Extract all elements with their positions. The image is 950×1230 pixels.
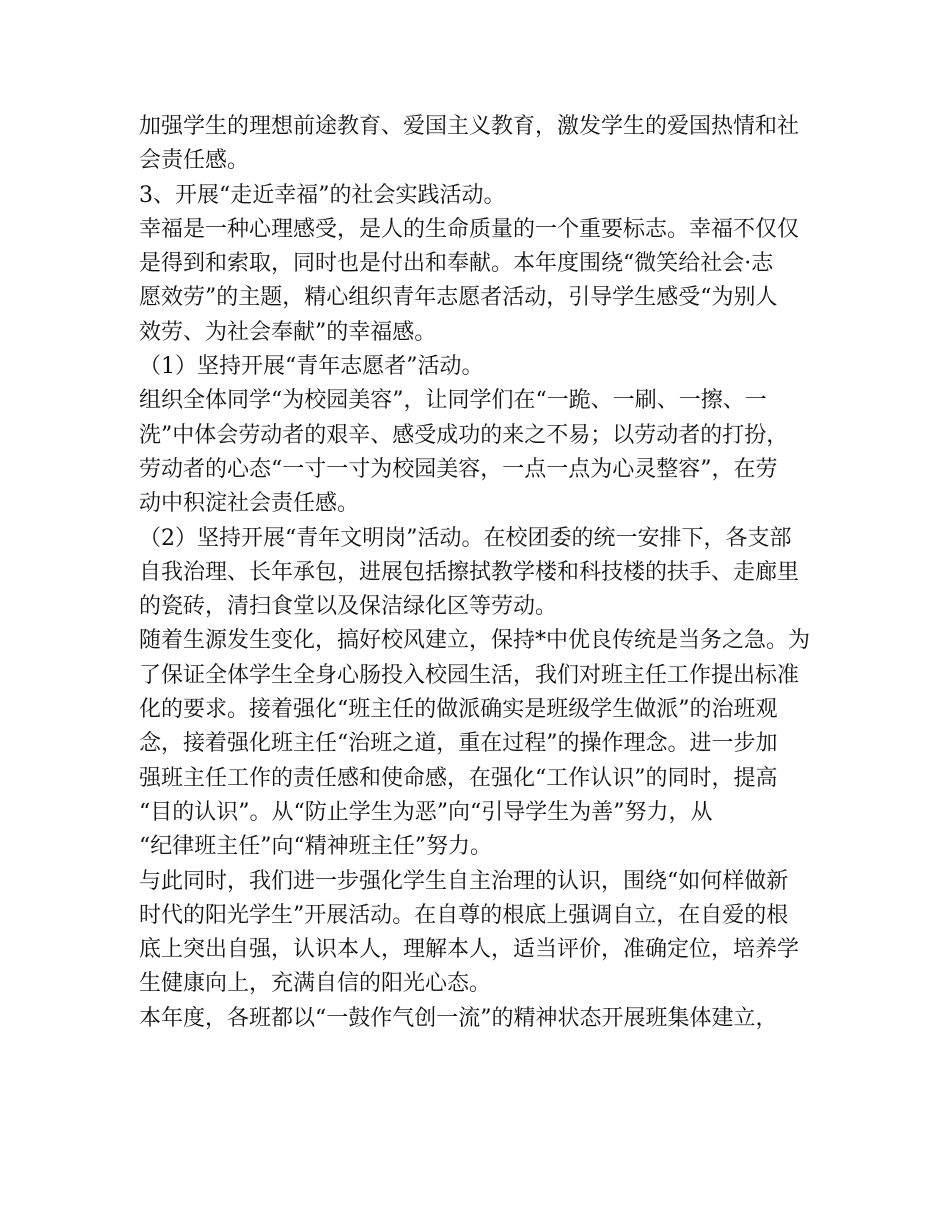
text-line-25: 底上突出自强，认识本人，理解本人，适当评价，准确定位，培养学: [139, 937, 800, 963]
text-line-18: 化的要求。接着强化“班主任的做派确实是班级学生做派”的治班观: [139, 697, 778, 723]
text-line-7: 效劳、为社会奉献”的幸福感。: [139, 319, 437, 345]
text-line-9: 组织全体同学“为校园美容”，让同学们在“一跪、一刷、一擦、一: [139, 388, 767, 414]
text-line-1: 加强学生的理想前途教育、爱国主义教育，激发学生的爱国热情和社: [139, 114, 800, 139]
text-line-27: 本年度，各班都以“一鼓作气创一流”的精神状态开展班集体建立，: [139, 1005, 778, 1031]
text-line-15: 的瓷砖，清扫食堂以及保洁绿化区等劳动。: [139, 594, 558, 620]
text-line-2: 会责任感。: [139, 148, 250, 174]
text-line-20: 强班主任工作的责任感和使命感，在强化“工作认识”的同时，提高: [139, 765, 778, 791]
text-line-19: 念，接着强化班主任“治班之道，重在过程”的操作理念。进一步加: [139, 731, 778, 757]
text-line-6: 愿效劳”的主题，精心组织青年志愿者活动，引导学生感受“为别人: [139, 285, 778, 311]
text-line-26: 生健康向上，充满自信的阳光心态。: [139, 971, 492, 997]
text-line-22: “纪律班主任”向“精神班主任”努力。: [139, 834, 492, 860]
subheading-1: （1）坚持开展“青年志愿者”活动。: [139, 354, 484, 380]
text-line-5: 是得到和索取，同时也是付出和奉献。本年度围绕“微笑给社会·志: [139, 251, 774, 277]
text-line-24: 时代的阳光学生”开展活动。在自尊的根底上强调自立，在自爱的根: [139, 902, 789, 928]
body-text: [139, 110, 819, 1036]
text-line-12: 动中积淀社会责任感。: [139, 491, 360, 517]
text-line-21: “目的认识”。从“防止学生为恶”向“引导学生为善”努力，从: [139, 799, 713, 825]
text-line-16: 随着生源发生变化，搞好校风建立，保持*中优良传统是当务之急。为: [139, 628, 811, 654]
text-line-23: 与此同时，我们进一步强化学生自主治理的认识，围绕“如何样做新: [139, 868, 789, 894]
text-line-10: 洗”中体会劳动者的艰辛、感受成功的来之不易；以劳动者的打扮，: [139, 422, 789, 448]
text-line-4: 幸福是一种心理感受，是人的生命质量的一个重要标志。幸福不仅仅: [139, 216, 800, 242]
section-heading-3: 3、开展“走近幸福”的社会实践活动。: [139, 182, 506, 208]
text-line-14: 自我治理、长年承包，进展包括擦拭教学楼和科技楼的扶手、走廊里: [139, 559, 800, 585]
subheading-2: （2）坚持开展“青年文明岗”活动。在校团委的统一安排下，各支部: [139, 525, 792, 551]
text-line-17: 了保证全体学生全身心肠投入校园生活，我们对班主任工作提出标准: [139, 662, 800, 688]
text-line-11: 劳动者的心态“一寸一寸为校园美容，一点一点为心灵整容”，在劳: [139, 456, 778, 482]
